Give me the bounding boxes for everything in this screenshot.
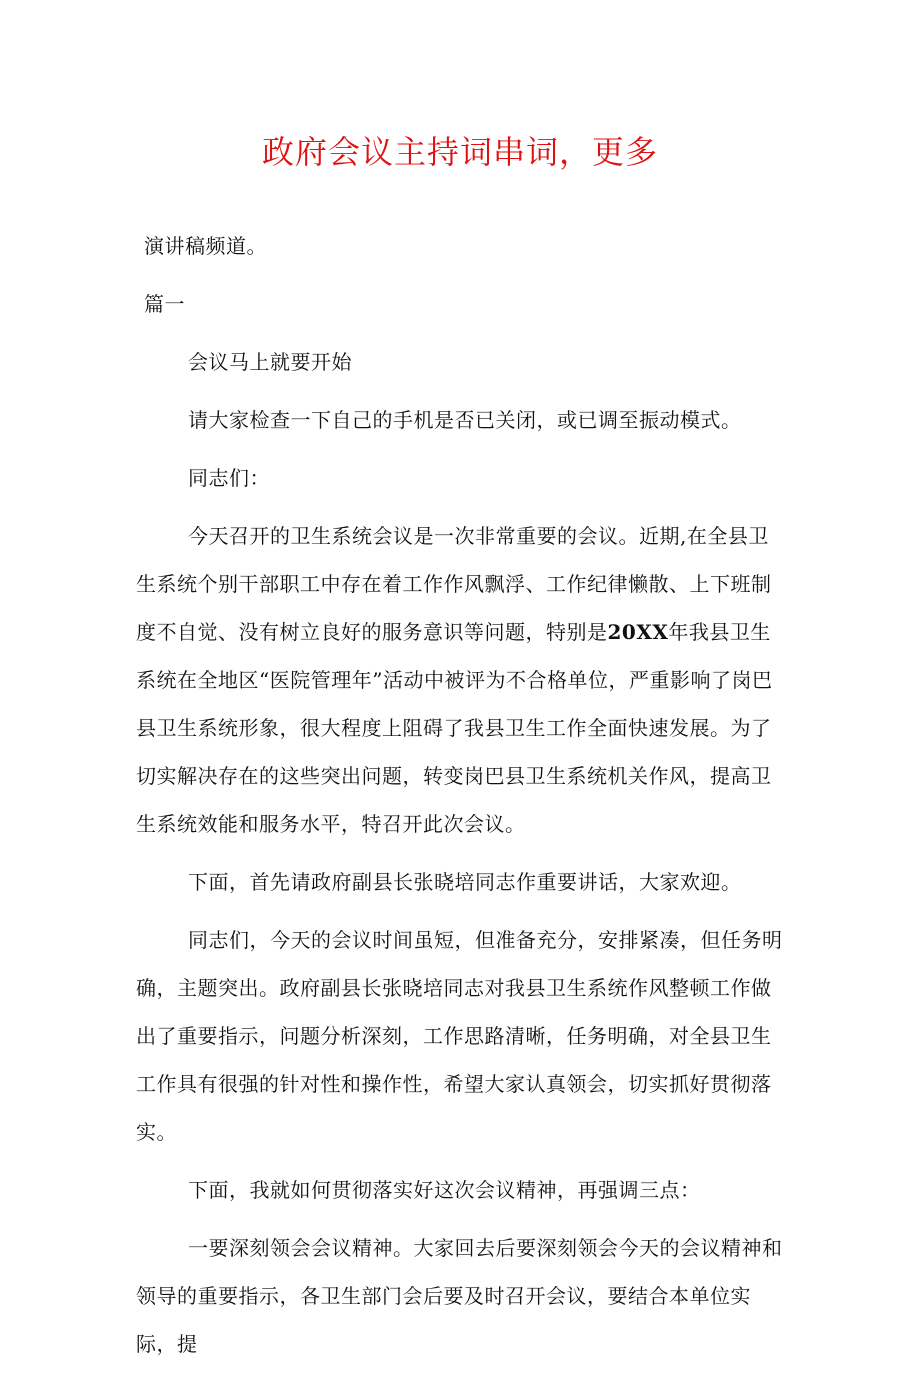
year-text: 20XX <box>607 620 669 644</box>
paragraph-7: 下面，我就如何贯彻落实好这次会议精神，再强调三点： <box>188 1178 701 1202</box>
document-title: 政府会议主持词串词，更多 <box>261 133 658 171</box>
paragraph-8: 一要深刻领会会议精神。大家回去后要深刻领会今天的会议精神和领导的重要指示，各卫生部门会后要及时召开会议，要结合本单位实际，提 <box>136 1236 783 1356</box>
paragraph-6: 同志们，今天的会议时间虽短，但准备充分，安排紧凑，但任务明确，主题突出。政府副县长张晓培同志对我县卫生系统作风整顿工作做出了重要指示，问题分析深刻，工作思路清晰，任务明确，对全县卫生工作具有很强的针对性和操作性，希望大家认真领会，切实抓好贯彻落实。 <box>136 928 783 1144</box>
paragraph-4-part-b: 年我县卫生系统在全地区“医院管理年”活动中被评为不合格单位，严重影响了岗巴县卫生系统形象，很大程度上阻碍了我县卫生工作全面快速发展。为了切实解决存在的这些突出问题，转变岗巴县卫生系统机关作风，提高卫生系统效能和服务水平，特召开此次会议。 <box>136 620 773 836</box>
paragraph-3: 同志们： <box>188 466 270 490</box>
intro-line: 演讲稿频道。 <box>144 234 267 258</box>
paragraph-4 <box>136 512 788 848</box>
document-body <box>136 222 788 1378</box>
section-label: 篇一 <box>144 292 185 316</box>
paragraph-5: 下面，首先请政府副县长张晓培同志作重要讲话，大家欢迎。 <box>188 870 742 894</box>
paragraph-1: 会议马上就要开始 <box>188 350 352 374</box>
paragraph-2: 请大家检查一下自己的手机是否已关闭，或已调至振动模式。 <box>188 408 742 432</box>
paragraph-4-part-a: 今天召开的卫生系统会议是一次非常重要的会议。近期,在全县卫生系统个别干部职工中存在着工作作风飘浮、工作纪律懒散、上下班制度不自觉、没有树立良好的服务意识等问题，特别是 <box>136 524 772 644</box>
